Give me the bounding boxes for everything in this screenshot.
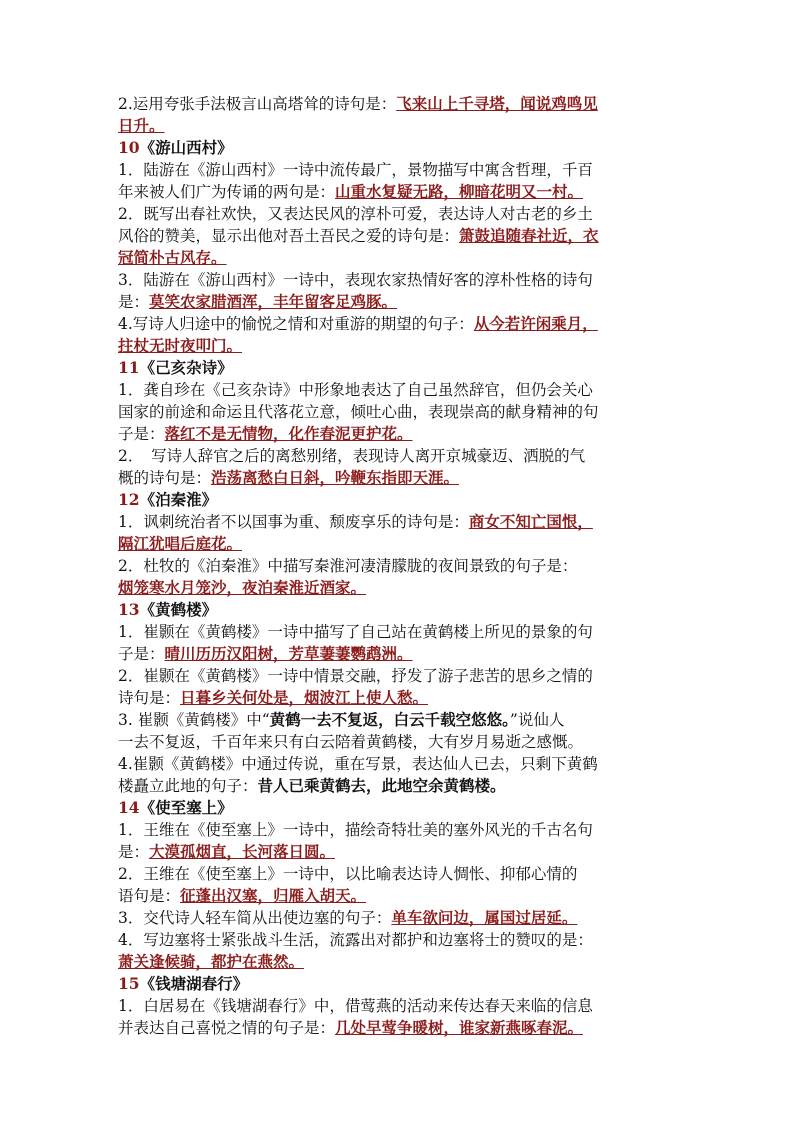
section-heading (118, 489, 686, 511)
answer-verse: 烟笼寒水月笼沙，夜泊秦淮近酒家。 (118, 578, 367, 597)
answer-verse: 大漠孤烟直，长河落日圆。 (149, 842, 336, 861)
question-line (118, 247, 686, 269)
question-line (118, 555, 686, 577)
question-text: 语句是： (118, 887, 181, 905)
question-line (118, 291, 686, 313)
section-heading (118, 973, 686, 995)
question-text: 子是： (118, 425, 165, 443)
section-number: 14 (118, 798, 140, 817)
section-heading (118, 797, 686, 819)
section-title: 《己亥杂诗》 (139, 358, 233, 377)
answer-verse: 征蓬出汉塞，归雁入胡天。 (180, 886, 367, 905)
answer-verse: 日暮乡关何处是，烟波江上使人愁。 (180, 688, 429, 707)
question-text: 1．王维在《使至塞上》一诗中，描绘奇特壮美的塞外风光的千古名句 (118, 821, 593, 839)
question-line (118, 643, 686, 665)
document-page (118, 93, 686, 1039)
question-line (118, 203, 686, 225)
question-text: 1．讽刺统治者不以国事为重、颓废享乐的诗句是： (118, 513, 469, 531)
question-line (118, 819, 686, 841)
section-title: 《钱塘湖春行》 (139, 974, 249, 993)
question-text: 2．王维在《使至塞上》一诗中，以比喻表达诗人惆怅、抑郁心情的 (118, 865, 578, 883)
answer-verse: 隔江犹唱后庭花。 (118, 534, 243, 553)
section-number: 10 (118, 138, 140, 157)
question-line (118, 533, 686, 555)
question-text: 2．崔颢在《黄鹤楼》一诗中情景交融，抒发了游子悲苦的思乡之情的 (118, 667, 593, 685)
answer-verse: 晴川历历汉阳树，芳草萋萋鹦鹉洲。 (164, 644, 413, 663)
question-text: 4.写诗人归途中的愉悦之情和对重游的期望的句子： (118, 315, 474, 333)
answer-verse: 商女不知亡国恨， (468, 512, 593, 531)
question-line (118, 709, 686, 731)
question-text: ”说仙人 (509, 711, 565, 729)
question-text: 2． 写诗人辞官之后的离愁别绪，表现诗人离开京城豪迈、洒脱的气 (118, 447, 586, 465)
question-text: 诗句是： (118, 689, 181, 707)
question-text: 概的诗句是： (118, 469, 212, 487)
question-line (118, 753, 686, 775)
section-number: 13 (118, 600, 140, 619)
question-line (118, 885, 686, 907)
question-text: 2．杜牧的《泊秦淮》中描写秦淮河凄清朦胧的夜间景致的句子是： (118, 557, 578, 575)
question-line (118, 1017, 686, 1039)
question-text: 3. 崔颢《黄鹤楼》中“ (118, 711, 270, 729)
section-title: 《泊秦淮》 (139, 490, 218, 509)
question-text: 国家的前途和命运且代落花立意，倾吐心曲，表现崇高的献身精神的句 (118, 403, 599, 421)
section-title: 《游山西村》 (139, 138, 233, 157)
question-line (118, 907, 686, 929)
question-line (118, 401, 686, 423)
question-line (118, 445, 686, 467)
answer-verse: 萧关逢候骑，都护在燕然。 (118, 952, 305, 971)
question-line (118, 577, 686, 599)
question-line (118, 225, 686, 247)
question-line (118, 995, 686, 1017)
question-line (118, 423, 686, 445)
section-number: 15 (118, 974, 140, 993)
question-text: 是： (118, 293, 150, 311)
question-line (118, 159, 686, 181)
question-line (118, 951, 686, 973)
question-line (118, 511, 686, 533)
question-line (118, 313, 686, 335)
quoted-verse: 黄鹤一去不复返，白云千载空悠悠。 (269, 710, 510, 729)
answer-verse: 日升。 (118, 116, 165, 135)
section-heading (118, 357, 686, 379)
question-line (118, 665, 686, 687)
question-text: 是： (118, 843, 150, 861)
question-text: 1．龚自珍在《己亥杂诗》中形象地表达了自己虽然辞官，但仍会关心 (118, 381, 593, 399)
question-text: 1．陆游在《游山西村》一诗中流传最广，景物描写中寓含哲理，千百 (118, 161, 593, 179)
section-title: 《使至塞上》 (139, 798, 233, 817)
answer-verse: 箫鼓追随春社近，衣 (459, 226, 599, 245)
section-heading (118, 599, 686, 621)
section-number: 11 (118, 358, 140, 377)
question-text: 并表达自己喜悦之情的句子是： (118, 1019, 336, 1037)
answer-verse: 山重水复疑无路，柳暗花明又一村。 (335, 182, 584, 201)
question-text: 子是： (118, 645, 165, 663)
question-line (118, 93, 686, 115)
answer-verse: 冠简朴古风存。 (118, 248, 227, 267)
question-line (118, 181, 686, 203)
question-line (118, 115, 686, 137)
question-text: 4．写边塞将士紧张战斗生活，流露出对都护和边塞将士的赞叹的是： (118, 931, 593, 949)
question-line (118, 467, 686, 489)
answer-verse: 浩荡离愁白日斜，吟鞭东指即天涯。 (211, 468, 460, 487)
question-line (118, 863, 686, 885)
question-line (118, 929, 686, 951)
question-line (118, 269, 686, 291)
answer-verse: 落红不是无情物，化作春泥更护花。 (164, 424, 413, 443)
question-line (118, 687, 686, 709)
answer-verse: 几处早莺争暖树，谁家新燕啄春泥。 (335, 1018, 584, 1037)
answer-verse: 从今若许闲乘月， (473, 314, 598, 333)
question-text: 3．陆游在《游山西村》一诗中，表现农家热情好客的淳朴性格的诗句 (118, 271, 593, 289)
question-line (118, 841, 686, 863)
quoted-verse: 昔人已乘黄鹤去，此地空余黄鹤楼。 (257, 776, 506, 795)
question-text: 3．交代诗人轻车简从出使边塞的句子： (118, 909, 392, 927)
question-text: 2.运用夸张手法极言山高塔耸的诗句是： (118, 95, 397, 113)
question-line (118, 621, 686, 643)
answer-verse: 拄杖无时夜叩门。 (118, 336, 243, 355)
answer-verse: 飞来山上千寻塔，闻说鸡鸣见 (396, 94, 598, 113)
answer-verse: 莫笑农家腊酒浑，丰年留客足鸡豚。 (149, 292, 398, 311)
question-text: 楼矗立此地的句子： (118, 777, 258, 795)
section-heading (118, 137, 686, 159)
question-line (118, 775, 686, 797)
question-line (118, 379, 686, 401)
question-text: 1．白居易在《钱塘湖春行》中，借莺燕的活动来传达春天来临的信息 (118, 997, 593, 1015)
question-text: 年来被人们广为传诵的两句是： (118, 183, 336, 201)
question-text: 风俗的赞美，显示出他对吾土吾民之爱的诗句是： (118, 227, 460, 245)
question-text: 一去不复返，千百年来只有白云陪着黄鹤楼，大有岁月易逝之感慨。 (118, 733, 584, 751)
section-title: 《黄鹤楼》 (139, 600, 218, 619)
question-text: 1．崔颢在《黄鹤楼》一诗中描写了自己站在黄鹤楼上所见的景象的句 (118, 623, 593, 641)
question-line (118, 335, 686, 357)
answer-verse: 单车欲问边，属国过居延。 (391, 908, 578, 927)
section-number: 12 (118, 490, 140, 509)
question-text: 2．既写出春社欢快，又表达民风的淳朴可爱，表达诗人对古老的乡土 (118, 205, 593, 223)
question-line (118, 731, 686, 753)
question-text: 4.崔颢《黄鹤楼》中通过传说，重在写景，表达仙人已去，只剩下黄鹤 (118, 755, 598, 773)
